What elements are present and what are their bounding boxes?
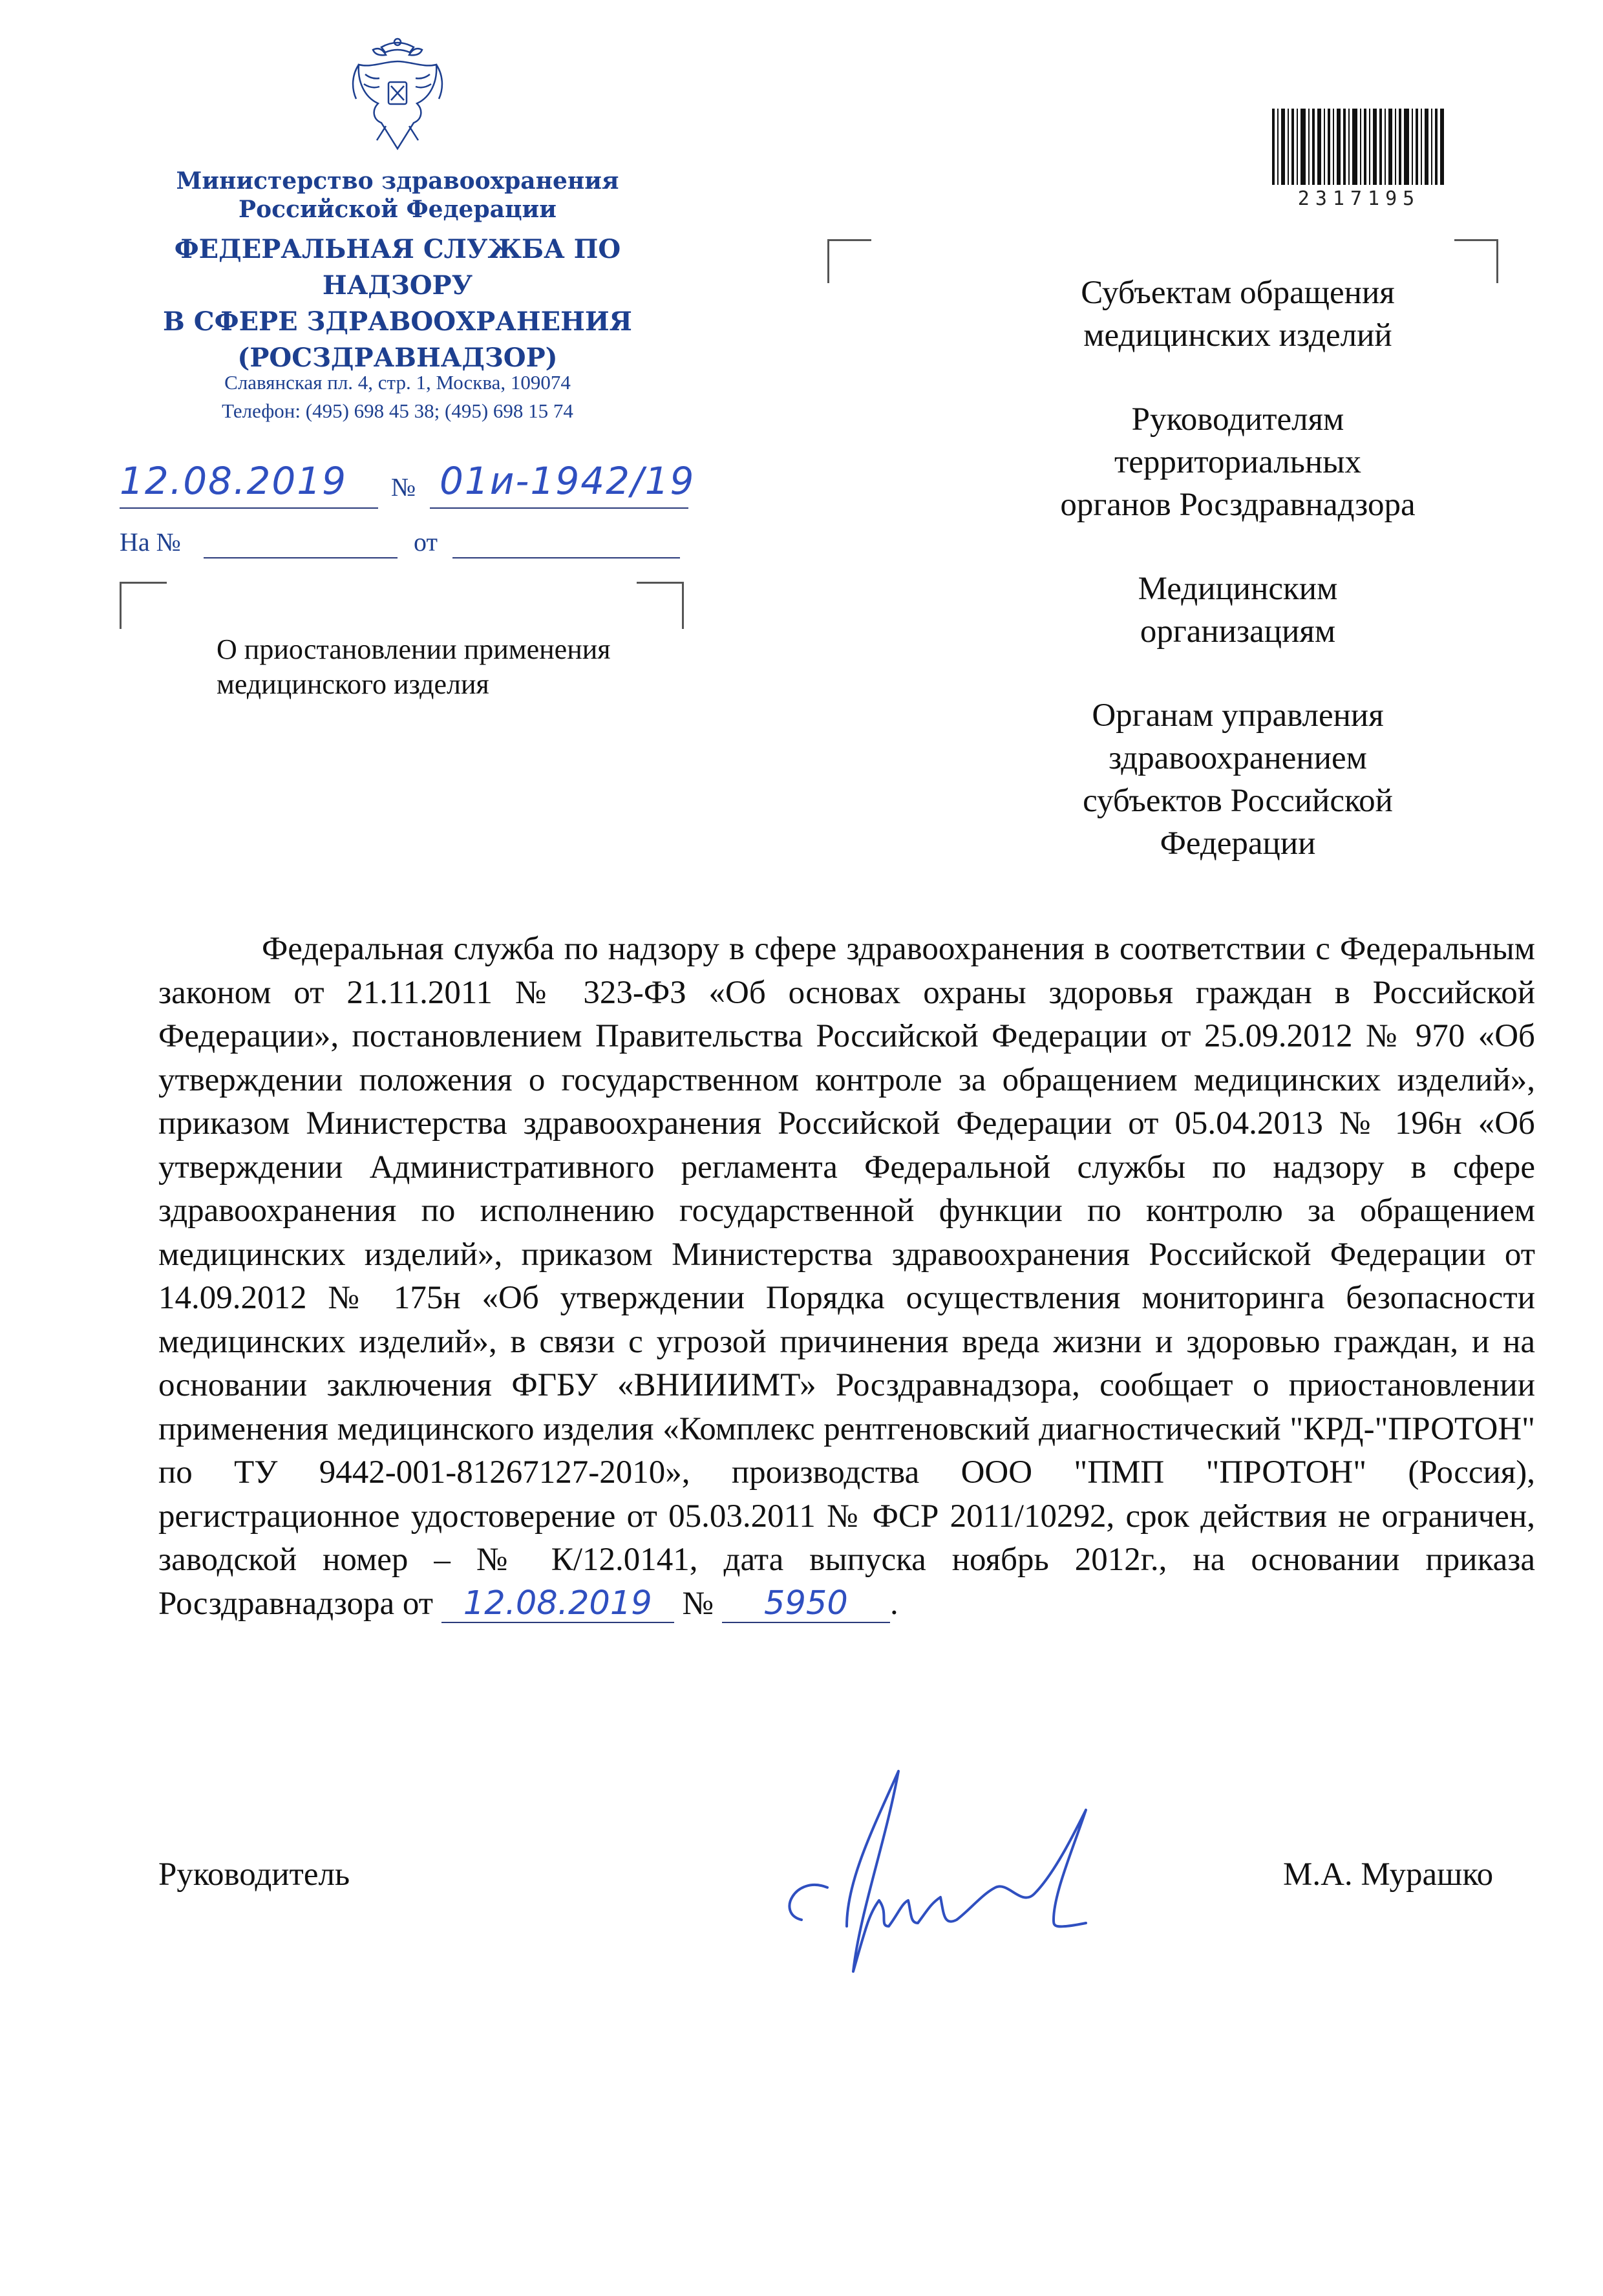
ministry-name	[116, 167, 679, 224]
barcode-number: 2317195	[1297, 187, 1421, 210]
addressee-line: Медицинским	[1138, 571, 1338, 607]
subject-line-2: медицинского изделия	[217, 668, 489, 700]
addressee-2	[989, 398, 1487, 526]
body-end-period: .	[889, 1585, 898, 1622]
reply-from-label: от	[414, 527, 438, 557]
registration-number-sign: №	[391, 473, 416, 502]
signatory-title: Руководитель	[158, 1856, 350, 1893]
order-number-sign: №	[682, 1585, 714, 1622]
service-line-2: В СФЕРЕ ЗДРАВООХРАНЕНИЯ	[163, 306, 632, 337]
addressee-line: здравоохранением	[1109, 740, 1367, 776]
service-line-1: ФЕДЕРАЛЬНАЯ СЛУЖБА ПО НАДЗОРУ	[174, 234, 621, 301]
service-line-3: (РОСЗДРАВНАДЗОР)	[237, 343, 558, 373]
letterhead-contacts	[116, 368, 679, 425]
addressee-line: органов Росздравнадзора	[1060, 487, 1416, 523]
registration-date: 12.08.2019	[120, 459, 348, 503]
ministry-line-2: Российской Федерации	[239, 196, 557, 223]
addressee-line: субъектов Российской	[1083, 783, 1393, 819]
registration-number: 01и-1942/19	[440, 459, 695, 503]
order-date: 12.08.2019	[441, 1586, 674, 1623]
letterhead-address: Славянская пл. 4, стр. 1, Москва, 109074	[224, 371, 571, 394]
addressee-line: Федерации	[1160, 825, 1316, 862]
barcode	[1272, 109, 1447, 185]
body-paragraph	[158, 928, 1535, 1626]
addressee-3	[989, 568, 1487, 653]
signature-image	[750, 1765, 1112, 1978]
addressee-4	[989, 694, 1487, 865]
ministry-line-1: Министерство здравоохранения	[176, 167, 619, 195]
subject	[217, 632, 611, 702]
addressee-line: Органам управления	[1092, 697, 1384, 734]
subject-line-1: О приостановлении применения	[217, 633, 611, 665]
body-main-text: Федеральная служба по надзору в сфере здравоохранения в соответствии с Федеральным законом от 21.11.2011 № 323-ФЗ «Об основах охраны здоровья граждан в Российской Федерации», постановлением Правительства Российской Федерации от 25.09.2012 № 970 «Об утверждении положения о государственном контроле за обращением медицинских изделий», приказом Министерства здравоохранения Российской Федерации от 05.04.2013 № 196н «Об утверждении Административного регламента Федеральной службы по надзору в сфере здравоохранения по исполнению государственной функции по контролю за обращением медицинских изделий», приказом Министерства здравоохранения Российской Федерации от 14.09.2012 № 175н «Об утверждении Порядка осуществления мониторинга безопасности медицинских изделий», в связи с угрозой причинения вреда жизни и здоровью граждан, и на основании заключения ФГБУ «ВНИИИМТ» Росздравнадзора, сообщает о приостановлении применения медицинского изделия «Комплекс рентгеновский диагностический "КРД-"ПРОТОН" по ТУ 9442-001-81267127-2010», производства ООО "ПМП "ПРОТОН" (Россия), регистрационное удостоверение от 05.03.2011 № ФСР 2011/10292, срок действия не ограничен, заводской номер – № К/12.0141, дата выпуска ноябрь 2012г., на основании приказа Росздравнадзора от	[158, 931, 1535, 1622]
coat-of-arms-emblem	[346, 36, 449, 158]
reply-to-label: На №	[120, 527, 181, 557]
addressee-line: Руководителям	[1131, 401, 1344, 438]
addressee-line: территориальных	[1114, 444, 1361, 480]
letterhead-phone: Телефон: (495) 698 45 38; (495) 698 15 74	[222, 399, 573, 422]
addressee-line: организациям	[1140, 613, 1336, 650]
signatory-name: М.А. Мурашко	[1283, 1856, 1494, 1893]
addressee-line: Субъектам обращения	[1081, 275, 1395, 311]
addressees	[989, 271, 1487, 906]
addressee-line: медицинских изделий	[1083, 317, 1392, 354]
addressee-1	[989, 271, 1487, 357]
order-number: 5950	[722, 1586, 890, 1623]
service-name	[97, 231, 698, 376]
